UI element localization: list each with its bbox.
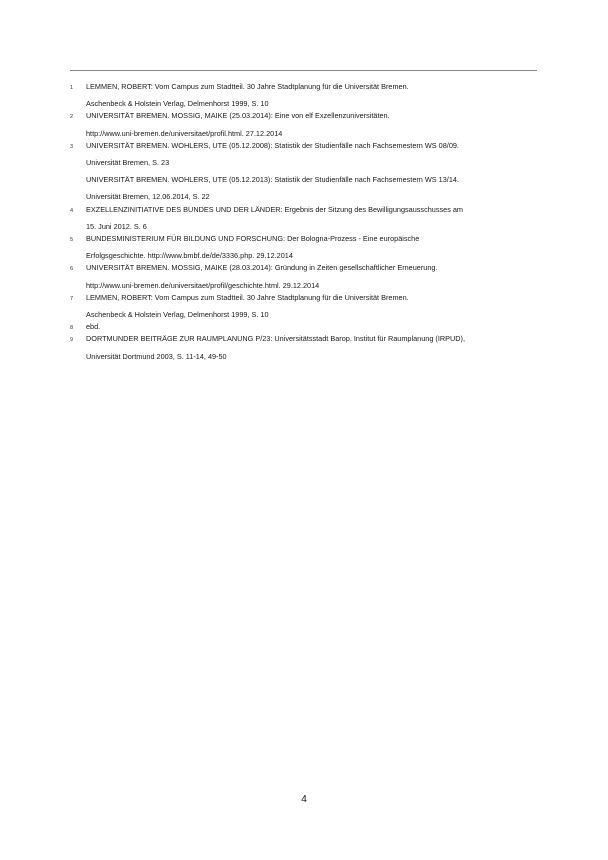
footnote-line: UNIVERSITÄT BREMEN. MOSSIG, MAIKE (25.03.2014): Eine von elf Exzellenzuniversitäten.: [86, 111, 390, 121]
footnote-line: BUNDESMINISTERIUM FÜR BILDUNG UND FORSCHUNG: Der Bologna-Prozess - Eine europäische: [86, 234, 420, 244]
footnote-number: 4: [70, 207, 74, 214]
page-number: 4: [301, 794, 307, 805]
footnote-number: 7: [70, 295, 74, 302]
footnote-line: LEMMEN, ROBERT: Vom Campus zum Stadtteil. 30 Jahre Stadtplanung für die Universität Bremen.: [86, 82, 409, 91]
footnote-line: http://www.uni-bremen.de/universitaet/profil.html. 27.12.2014: [86, 128, 283, 138]
footnote-line: Universität Bremen, S. 23: [86, 158, 170, 168]
footnote-line: DORTMUNDER BEITRÄGE ZUR RAUMPLANUNG P/23: Universitätsstadt Barop. Institut für Raumplanung (IRPUD),: [86, 334, 465, 344]
footnote-line: LEMMEN, ROBERT: Vom Campus zum Stadtteil. 30 Jahre Stadtplanung für die Universität Bremen.: [86, 292, 409, 302]
footnote-number: 3: [70, 143, 74, 150]
footnote-text: [86, 335, 540, 364]
footnote-line: Universität Bremen, 12.06.2014, S. 22: [86, 192, 210, 202]
footnote-number: 1: [70, 85, 74, 91]
footnote-line: EXZELLENZINITIATIVE DES BUNDES UND DER LÄNDER: Ergebnis der Sitzung des Bewilligungsausschusses am: [86, 204, 464, 214]
footnote-line: Universität Dortmund 2003, S. 11-14, 49-50: [86, 351, 227, 361]
footnote-number: 9: [70, 337, 74, 344]
footnote-number: 5: [70, 237, 74, 244]
footnote-line: UNIVERSITÄT BREMEN. WOHLERS, UTE (05.12.2008): Statistik der Studienfälle nach Fachsemestern WS 08/09.: [86, 140, 459, 150]
footnote-line: Aschenbeck & Holstein Verlag, Delmenhorst 1999, S. 10: [86, 99, 269, 109]
footnote-line: UNIVERSITÄT BREMEN. MOSSIG, MAIKE (28.03.2014): Gründung in Zeiten gesellschaftlicher Erneuerung.: [86, 263, 438, 273]
footnote-line: UNIVERSITÄT BREMEN. WOHLERS, UTE (05.12.2013): Statistik der Studienfälle nach Fachsemestern WS 13/14.: [86, 175, 459, 185]
footnote-number: 2: [70, 114, 74, 121]
footnote-number: 6: [70, 266, 74, 273]
footnote-separator-rule: [70, 70, 537, 71]
footnote-line: http://www.uni-bremen.de/universitaet/profil/geschichte.html. 29.12.2014: [86, 280, 320, 290]
footnote: [70, 142, 540, 206]
footnotes-list: [70, 83, 540, 365]
footnote-line: 15. Juni 2012. S. 6: [86, 221, 147, 231]
footnote-line: Erfolgsgeschichte. http://www.bmbf.de/de/3336.php. 29.12.2014: [86, 251, 293, 261]
footnote-line: ebd.: [86, 322, 101, 332]
footnote-number: 8: [70, 325, 74, 332]
footnote-line: Aschenbeck & Holstein Verlag, Delmenhorst 1999, S. 10: [86, 310, 269, 320]
footnote-text: [86, 142, 540, 206]
footnote: [70, 335, 540, 364]
